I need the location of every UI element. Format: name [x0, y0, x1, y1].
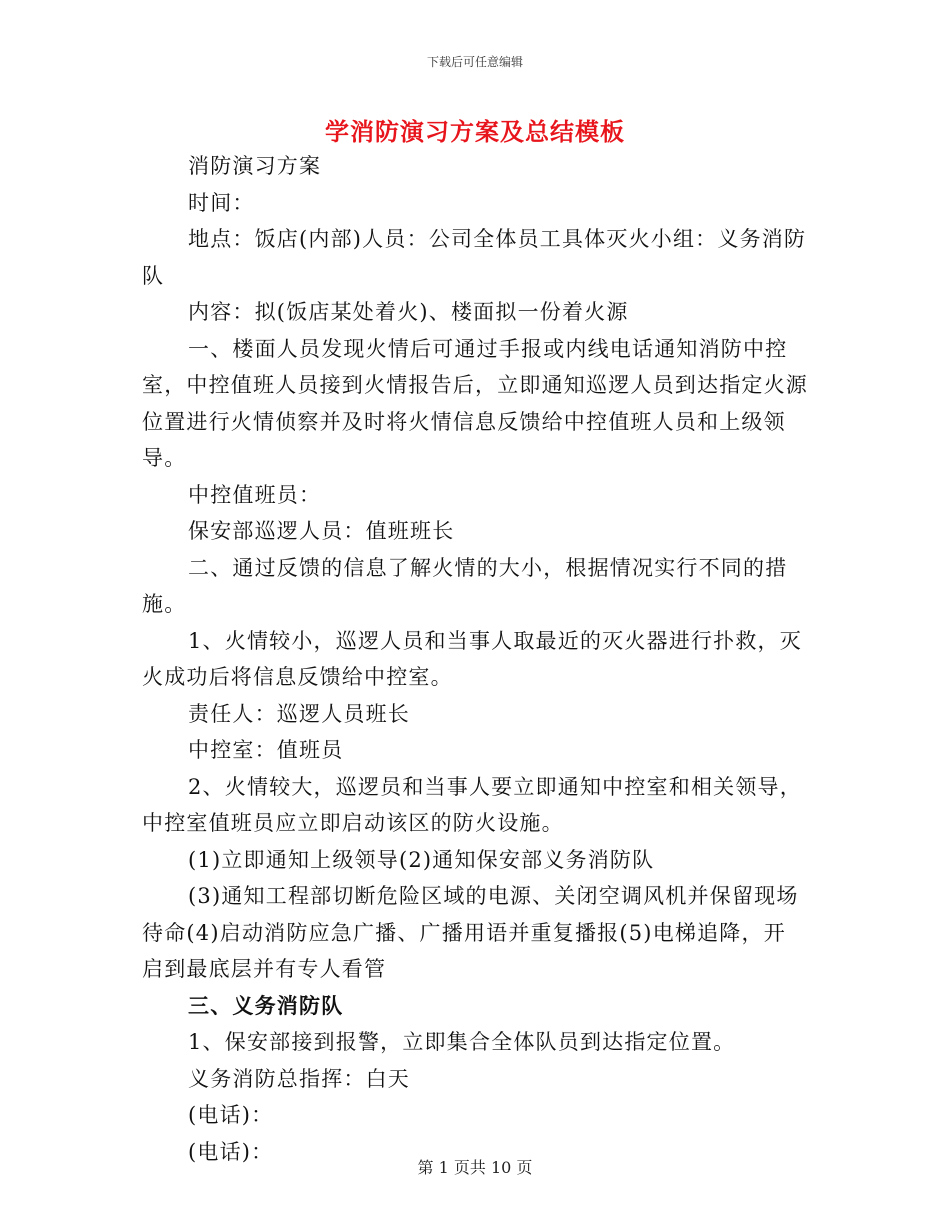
paragraph: (电话)：: [188, 1139, 274, 1164]
paragraph: 消防演习方案: [188, 154, 322, 178]
document-body: [142, 148, 808, 1170]
paragraph: 义务消防总指挥：白天: [188, 1066, 410, 1091]
paragraph: 2、火情较大，巡逻员和当事人要立即通知中控室和相关领导，中控室值班员应立即启动该区的防火设施。: [142, 774, 802, 835]
paragraph: (3)通知工程部切断危险区域的电源、关闭空调风机并保留现场待命(4)启动消防应急广播、广播用语并重复播报(5)电梯追降，开启到最底层并有专人看管: [142, 884, 799, 981]
document-title: 学消防演习方案及总结模板: [325, 117, 625, 146]
paragraph: 内容：拟(饭店某处着火)、楼面拟一份着火源: [188, 300, 629, 324]
paragraph: 地点：饭店(内部)人员：公司全体员工具体灭火小组：义务消防队: [142, 227, 807, 288]
paragraph: (电话)：: [188, 1103, 274, 1127]
paragraph: 二、通过反馈的信息了解火情的大小，根据情况实行不同的措施。: [142, 555, 788, 616]
page-footer: 第 1 页共 10 页: [417, 1158, 533, 1177]
section-heading: 三、义务消防队: [188, 992, 344, 1018]
paragraph: 责任人：巡逻人员班长: [188, 701, 410, 726]
paragraph: 中控值班员：: [188, 482, 322, 507]
paragraph: (1)立即通知上级领导(2)通知保安部义务消防队: [188, 847, 655, 872]
paragraph: 时间：: [188, 190, 255, 215]
paragraph: 一、楼面人员发现火情后可通过手报或内线电话通知消防中控室，中控值班人员接到火情报告后，立即通知巡逻人员到达指定火源位置进行火情侦察并及时将火情信息反馈给中控值班人员和上级领导。: [142, 336, 808, 470]
header-note: 下载后可任意编辑: [426, 55, 523, 69]
paragraph: 1、保安部接到报警，立即集合全体队员到达指定位置。: [188, 1030, 736, 1054]
paragraph: 1、火情较小，巡逻人员和当事人取最近的灭火器进行扑救，灭火成功后将信息反馈给中控室。: [142, 628, 802, 689]
paragraph: 保安部巡逻人员：值班班长: [188, 519, 455, 543]
paragraph: 中控室：值班员: [188, 738, 344, 762]
